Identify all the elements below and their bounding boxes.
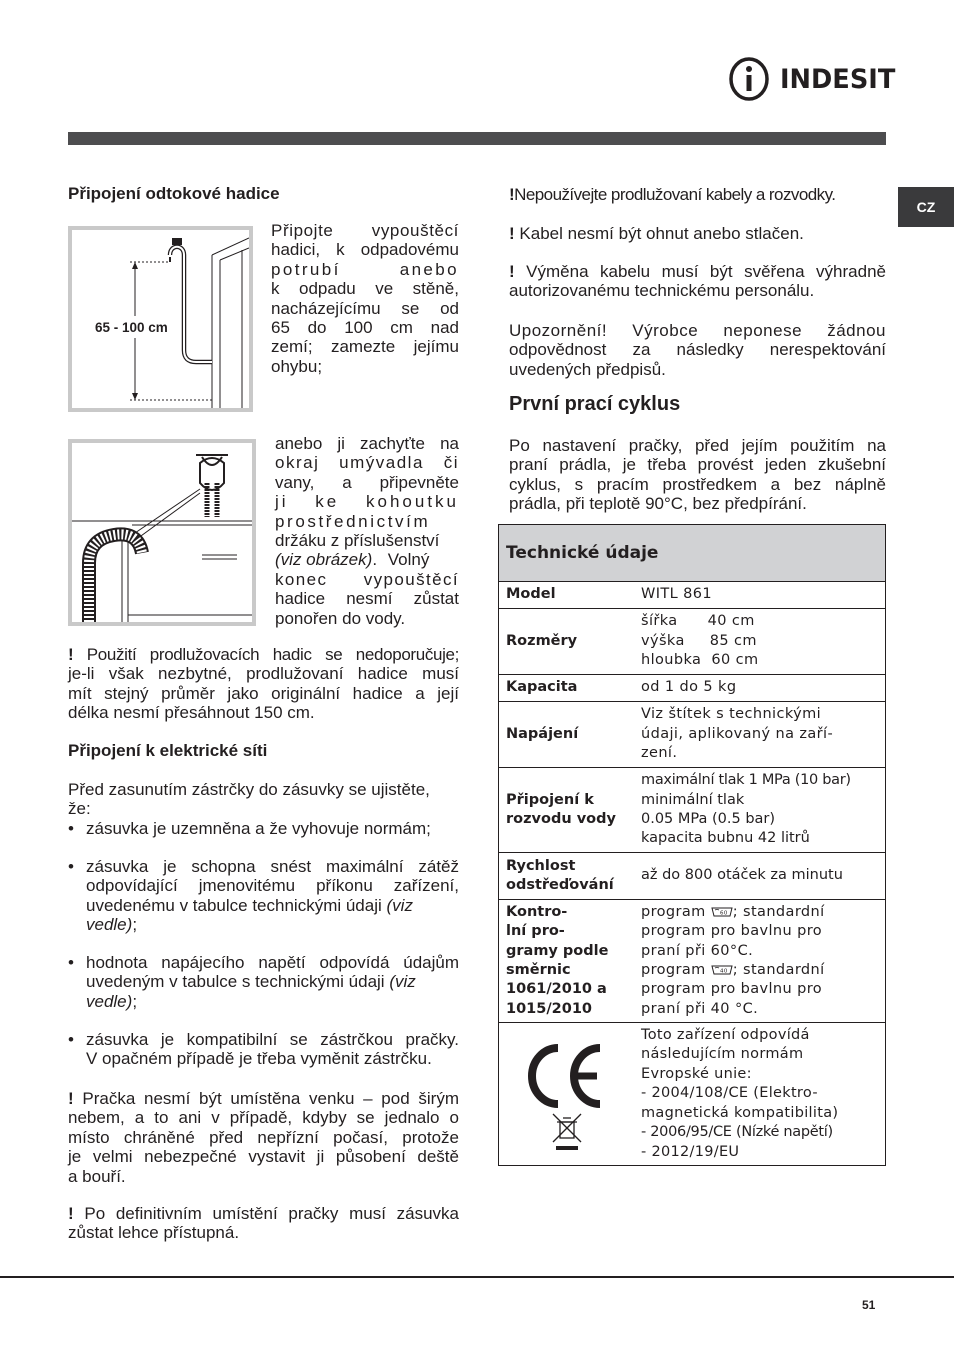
- outdoor-warning: ! Pračka nesmí být umístěna venku – pod širým nebem, a to ani v případě, kdyby se jednalo o místo chráněné před nepřízní počasí, protože je velmi nebezpečné vystavit ji působení deště a bouří.: [68, 1089, 459, 1186]
- table-row-capacity: Kapacita od 1 do 5 kg: [499, 675, 885, 702]
- drain-text-2: anebo ji zachyťte na okraj umývadla či vany, a připevněte ji ke kohoutku prostřednictvím držáku z příslušenství (viz obrázek). Volný konec vypouštěcí hadice nesmí zůstat ponořen do vody.: [275, 434, 459, 628]
- first-cycle-text: Po nastavení pračky, před jejím použitím na praní prádla, je třeba provést jeden zkušební cyklus, s pracím prostředkem a bez náplně prádla, při teplotě 90°C, bez předpírání.: [509, 436, 886, 514]
- drain-text-1: Připojte vypouštěcí hadici, k odpadovému potrubí anebo k odpadu ve stěně, nacházejícímu se od 65 do 100 cm nad zemí; zamezte jejímu ohybu;: [271, 221, 459, 376]
- height-range-label: 65 - 100 cm: [95, 320, 168, 335]
- page-number: 51: [862, 1298, 876, 1312]
- ce-mark-icon: [522, 1034, 612, 1154]
- manufacturer-notice: Upozornění! Výrobce neponese žádnou odpovědnost za následky nerespektování uvedených předpisů.: [509, 321, 886, 379]
- drain-heading: Připojení odtokové hadice: [68, 184, 280, 203]
- electric-intro: Před zasunutím zástrčky do zásuvky se ujistěte, že:: [68, 780, 430, 819]
- cotton-60-program-icon: [711, 905, 733, 917]
- extension-warning: ! Použití prodlužovacích hadic se nedoporučuje; je-li však nezbytné, prodlužovaní hadice musí mít stejný průměr jako originální hadice a její délka nesmí přesáhnout 150 cm.: [68, 645, 460, 723]
- ce-weee-marks: [499, 1023, 634, 1165]
- table-title: Technické údaje: [499, 525, 885, 582]
- weee-bin-icon: [553, 1114, 581, 1150]
- svg-text:40: 40: [719, 968, 728, 975]
- table-row-control-programs: Kontro- lní pro- gramy podle směrnic 1061/2010 a 1015/2010 program 60 ; standardní program pro bavlnu pro praní při 60°C. program 40 ; standardní program pro bavlnu pro praní při 40 °C.: [499, 900, 885, 1023]
- table-row-spin: Rychlost odstřeďování až do 800 otáček za minutu: [499, 853, 885, 900]
- cable-warning-1: !Nepoužívejte prodlužovaní kabely a rozvodky.: [509, 185, 836, 204]
- footer-rule: [0, 1276, 954, 1278]
- table-row-power: Napájení Viz štítek s technickými údaji, aplikovaný na zaří- zení.: [499, 702, 885, 768]
- cotton-40-program-icon: [711, 963, 733, 975]
- brand-name: INDESIT: [780, 64, 896, 95]
- svg-text:60: 60: [719, 910, 728, 917]
- electric-heading: Připojení k elektrické síti: [68, 741, 268, 760]
- table-row-dimensions: Rozměry šířka 40 cm výška 85 cm hloubka 60 cm: [499, 609, 885, 675]
- first-cycle-heading: První prací cyklus: [509, 393, 681, 415]
- drain-hose-wall-illustration: [72, 230, 249, 408]
- drain-hose-sink-illustration: [72, 443, 252, 622]
- access-warning: ! Po definitivním umístění pračky musí zásuvka zůstat lehce přístupná.: [68, 1204, 459, 1243]
- table-row-model: Model WITL 861: [499, 582, 885, 609]
- figure-drain-sink: [68, 439, 256, 626]
- cable-warning-2: ! Kabel nesmí být ohnut anebo stlačen.: [509, 224, 804, 243]
- table-row-ce-compliance: Toto zařízení odpovídá následujícím normám Evropské unie: - 2004/108/CE (Elektro- magnetická kompatibilita) - 2006/95/CE (Nízké napětí) - 2012/19/EU: [499, 1023, 885, 1165]
- figure-drain-height: [68, 226, 253, 412]
- table-row-water: Připojení k rozvodu vody maximální tlak 1 MPa (10 bar) minimální tlak 0.05 MPa (0.5 bar) kapacita bubnu 42 litrů: [499, 768, 885, 853]
- header-bar: [68, 132, 886, 145]
- language-tab: CZ: [898, 187, 954, 227]
- cable-warning-3: ! Výměna kabelu musí být svěřena výhradně autorizovanému technickému personálu.: [509, 262, 886, 301]
- technical-data-table: [498, 524, 886, 1166]
